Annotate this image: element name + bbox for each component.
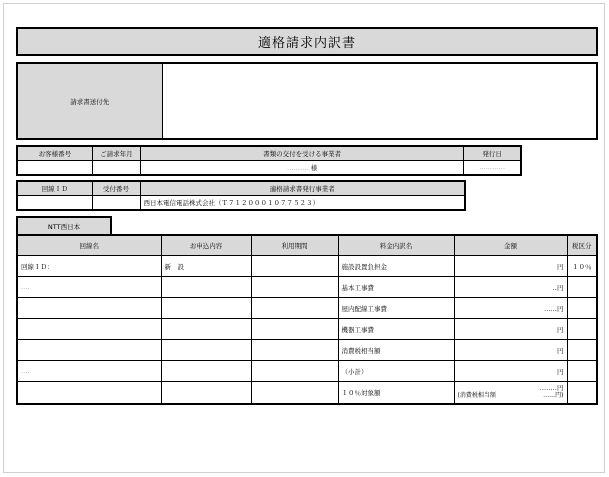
table-row (17, 382, 597, 404)
charge-item-header: 料金内訳名 (338, 235, 454, 256)
line-name-blank: ‥‥ (17, 361, 161, 382)
issue-date-value: ‥‥‥‥‥‥ (464, 160, 521, 175)
customer-info-table (16, 145, 522, 176)
destination-value (162, 63, 597, 139)
application-value: 新 設 (161, 256, 251, 277)
ntt-west-tab: NTT西日本 (16, 216, 112, 235)
charge-amount: ‥‥‥円 (454, 298, 567, 319)
charge-amount: 円 (454, 319, 567, 340)
line-id-label: 回線ＩＤ： (17, 256, 161, 277)
line-name-blank: ‥‥ (17, 277, 161, 298)
document-page (3, 3, 605, 473)
charge-amount: 円 (454, 361, 567, 382)
customer-number-value (17, 160, 92, 175)
issuer-header: 適格請求書発行事業者 (140, 181, 465, 195)
receipt-number-value (92, 195, 140, 210)
line-id-header: 回線ＩＤ (17, 181, 92, 195)
recipient-suffix: 様 (310, 163, 318, 172)
table-row (17, 361, 597, 382)
charge-amount: 円 (454, 340, 567, 361)
charge-name: 基本工事費 (338, 277, 454, 298)
usage-period-header: 利用期間 (251, 235, 338, 256)
billing-month-value (92, 160, 140, 175)
line-name-header: 回線名 (17, 235, 161, 256)
charges-table (16, 234, 598, 405)
table-row (17, 256, 597, 277)
customer-number-header: お客様番号 (17, 146, 92, 160)
consumption-tax-label: (消費税相当額 (457, 392, 496, 400)
line-id-value (17, 195, 92, 210)
issue-date-header: 発行日 (464, 146, 521, 160)
charge-name: （小計） (338, 361, 454, 382)
charge-amount: 円 (454, 256, 567, 277)
recipient-header: 書類の交付を受ける事業者 (140, 146, 463, 160)
recipient-blank: ‥‥‥‥‥ (286, 163, 309, 172)
tax-category-header: 税区分 (567, 235, 597, 256)
document-title: 適格請求内訳書 (16, 27, 598, 56)
amount-header: 金額 (454, 235, 567, 256)
charge-name: 屋内配線工事費 (338, 298, 454, 319)
billing-month-header: ご請求年月 (92, 146, 140, 160)
table-row (17, 340, 597, 361)
table-row (17, 277, 597, 298)
charge-name: 機器工事費 (338, 319, 454, 340)
consumption-tax-line (458, 392, 564, 400)
destination-label: 請求書送付先 (17, 63, 162, 139)
recipient-value (140, 160, 463, 175)
consumption-tax-amount: ‥‥‥円) (543, 392, 564, 400)
application-header: お申込内容 (161, 235, 251, 256)
receipt-number-header: 受付番号 (92, 181, 140, 195)
charge-name: 消費税相当額 (338, 340, 454, 361)
line-info-table (16, 180, 466, 211)
table-row (17, 319, 597, 340)
charge-amount: ‥円 (454, 277, 567, 298)
charge-amount: ‥‥‥‥円 (539, 384, 564, 393)
table-row (17, 298, 597, 319)
charge-name: １０％対象額 (338, 382, 454, 404)
destination-table (16, 62, 598, 140)
issuer-value: 西日本電信電話株式会社（Ｔ７１２０００１０７７５２３） (140, 195, 465, 210)
charge-name: 施設設置負担金 (338, 256, 454, 277)
charge-amount-cell (454, 382, 567, 404)
tax-rate: １０％ (567, 256, 597, 277)
